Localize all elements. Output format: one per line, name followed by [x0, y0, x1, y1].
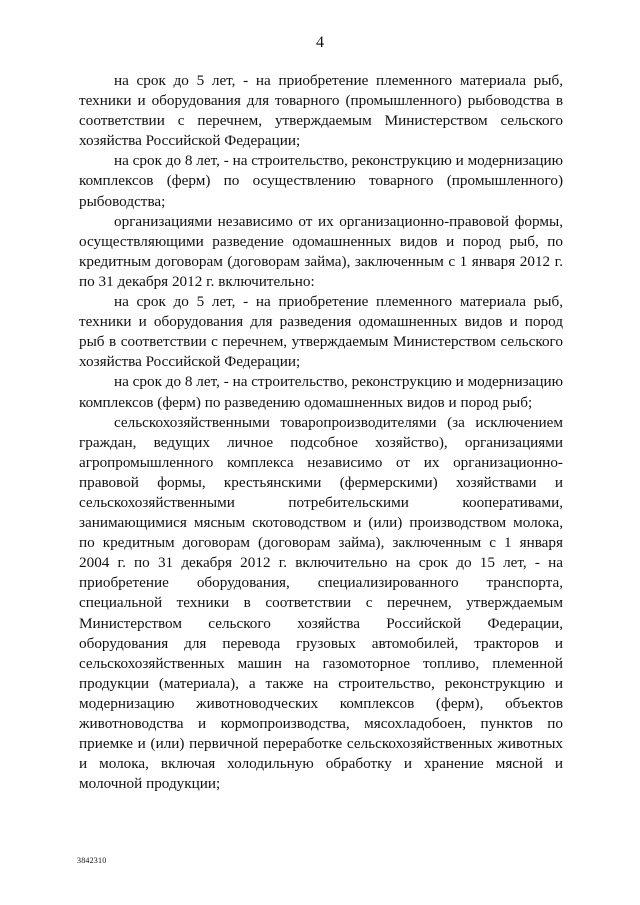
paragraph-1: на срок до 5 лет, - на приобретение племенного материала рыб, техники и оборудования для товарного (промышленного) рыбоводства в соответствии с перечнем, утверждаемым Министерством сельского хозяйства Российской Федерации;	[79, 72, 563, 150]
page-number: 4	[316, 34, 324, 51]
document-body	[79, 71, 563, 794]
paragraph-2: на срок до 8 лет, - на строительство, реконструкцию и модернизацию комплексов (ферм) по осуществлению товарного (промышленного) рыбоводства;	[79, 152, 563, 210]
document-code: 3842310	[77, 856, 107, 865]
paragraph-5: на срок до 8 лет, - на строительство, реконструкцию и модернизацию комплексов (ферм) по разведению одомашненных видов и пород рыб;	[79, 373, 563, 411]
paragraph-6: сельскохозяйственными товаропроизводителями (за исключением граждан, ведущих личное подсобное хозяйство), организациями агропромышленного комплекса независимо от их организационно-правовой формы, крестьянскими (фермерскими) хозяйствами и сельскохозяйственными потребительскими кооперативами, занимающимися мясным скотоводством и (или) производством молока, по кредитным договорам (договорам займа), заключенным с 1 января 2004 г. по 31 декабря 2012 г. включительно на срок до 15 лет, - на приобретение оборудования, специализированного транспорта, специальной техники в соответствии с перечнем, утверждаемым Министерством сельского хозяйства Российской Федерации, оборудования для перевода грузовых автомобилей, тракторов и сельскохозяйственных машин на газомоторное топливо, племенной продукции (материала), а также на строительство, реконструкцию и модернизацию животноводческих комплексов (ферм), объектов животноводства и кормопроизводства, мясохладобоен, пунктов по приемке и (или) первичной переработке сельскохозяйственных животных и молока, включая холодильную обработку и хранение мясной и молочной продукции;	[79, 413, 563, 793]
paragraph-3: организациями независимо от их организационно-правовой формы, осуществляющими разведение одомашненных видов и пород рыб, по кредитным договорам (договорам займа), заключенным с 1 января 2012 г. по 31 декабря 2012 г. включительно:	[79, 212, 563, 290]
paragraph-4: на срок до 5 лет, - на приобретение племенного материала рыб, техники и оборудования для разведения одомашненных видов и пород рыб в соответствии с перечнем, утверждаемым Министерством сельского хозяйства Российской Федерации;	[79, 293, 563, 371]
